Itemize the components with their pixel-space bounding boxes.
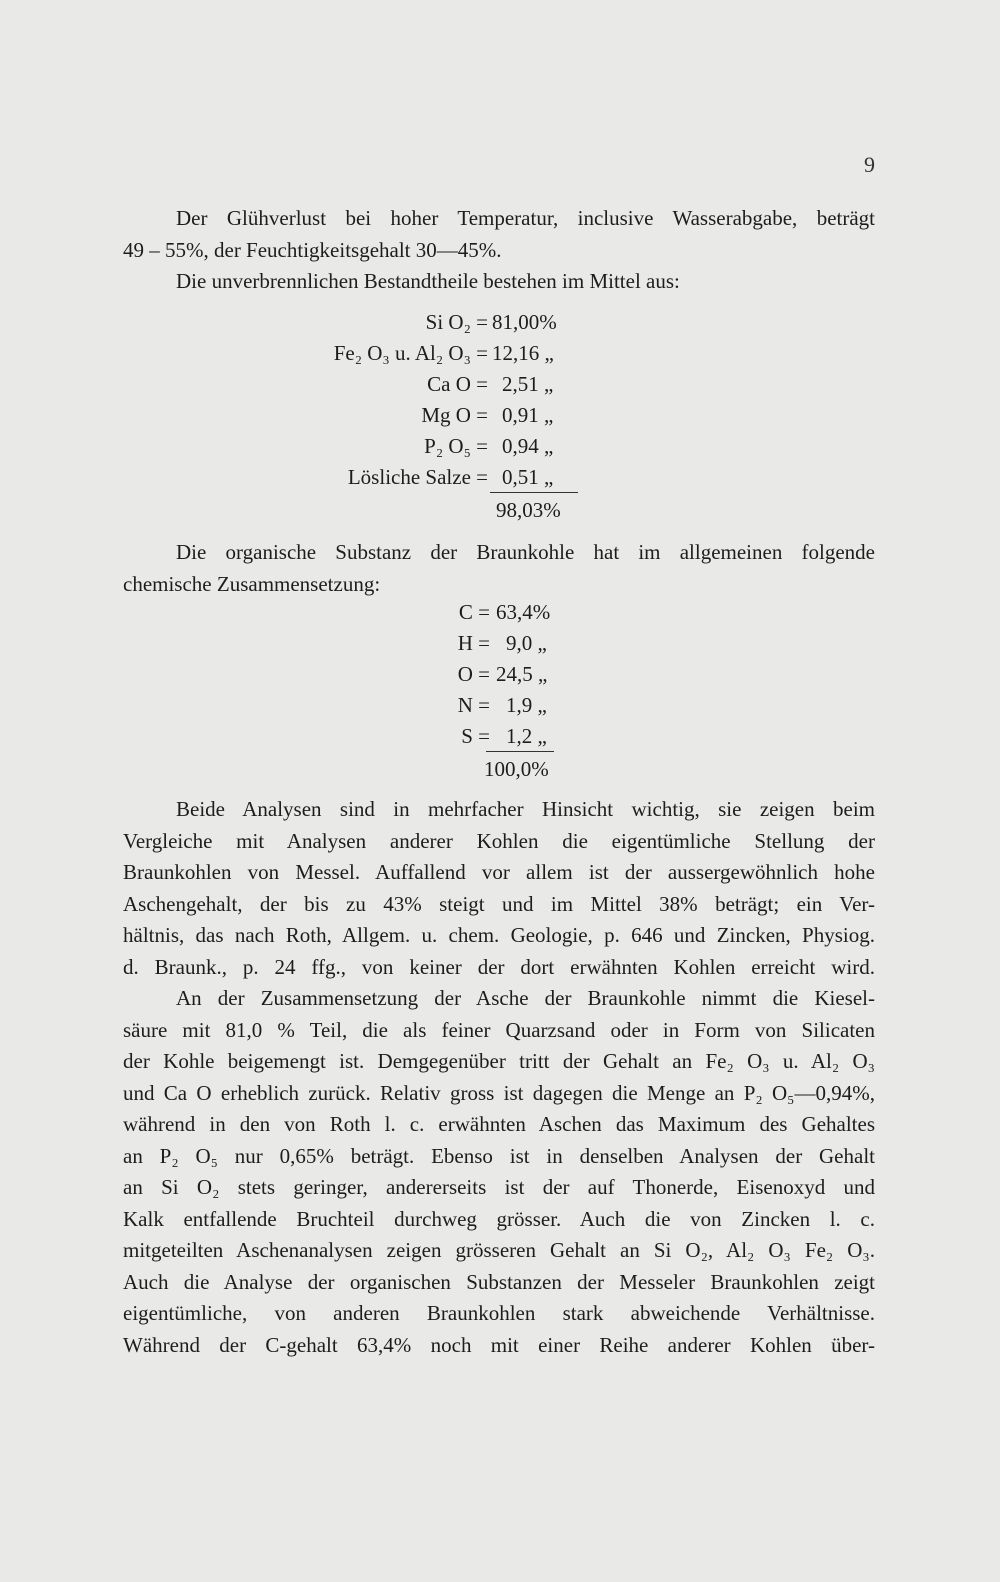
paragraph-glow-loss xyxy=(123,203,875,266)
sum-rule xyxy=(490,492,578,493)
text-line: hältnis, das nach Roth, Allgem. u. chem. Geologie, p. 646 und Zincken, Physiog. xyxy=(123,923,875,947)
text-line: chemische Zusammensetzung: xyxy=(123,571,381,596)
text-line: An der Zusammensetzung der Asche der Braunkohle nimmt die Kiesel- xyxy=(176,986,875,1010)
paragraph-organic-intro xyxy=(123,537,875,600)
table-row xyxy=(0,693,1000,723)
total-value: 98,03% xyxy=(496,498,561,522)
compound-value: 2,51 „ xyxy=(502,372,554,396)
element-value: 63,4% xyxy=(496,600,551,624)
element-value: 1,9 „ xyxy=(506,693,547,717)
text-line: Auch die Analyse der organischen Substanzen der Messeler Braunkohlen zeigt xyxy=(123,1269,875,1294)
compound-label: Lösliche Salze = xyxy=(347,465,488,489)
compound-label: Ca O = xyxy=(427,372,488,396)
table-row xyxy=(0,434,1000,464)
compound-label: Mg O = xyxy=(421,403,488,427)
table-row xyxy=(0,403,1000,433)
text-line: Aschengehalt, der bis zu 43% steigt und im Mittel 38% beträgt; ein Ver- xyxy=(123,891,875,916)
element-value: 1,2 „ xyxy=(506,724,547,748)
text-line: Die organische Substanz der Braunkohle hat im allgemeinen folgende xyxy=(176,540,875,564)
table-row xyxy=(0,724,1000,754)
table-row xyxy=(0,662,1000,692)
table-total-row xyxy=(0,498,1000,528)
paragraph-analysis-discussion xyxy=(123,794,875,983)
compound-value: 0,91 „ xyxy=(502,403,554,427)
table-row xyxy=(0,631,1000,661)
text-line: Während der C-gehalt 63,4% noch mit einer Reihe anderer Kohlen über- xyxy=(123,1332,875,1357)
element-value: 9,0 „ xyxy=(506,631,547,655)
table-row xyxy=(0,310,1000,340)
compound-label: Fe₂ O₃ u. Al₂ O₃ = xyxy=(333,341,488,365)
table-total-row xyxy=(0,757,1000,787)
text-line: säure mit 81,0 % Teil, die als feiner Quarzsand oder in Form von Silicaten xyxy=(123,1017,875,1042)
text-line: Die unverbrennlichen Bestandtheile bestehen im Mittel aus: xyxy=(176,269,680,293)
text-line: während in den von Roth l. c. erwähnten Aschen das Maximum des Gehaltes xyxy=(123,1112,875,1136)
text-line: Vergleiche mit Analysen anderer Kohlen die eigentümliche Stellung der xyxy=(123,828,875,853)
compound-value: 81,00% xyxy=(492,310,557,334)
table-row xyxy=(0,465,1000,495)
text-line: Beide Analysen sind in mehrfacher Hinsicht wichtig, sie zeigen beim xyxy=(176,797,875,821)
text-line: d. Braunk., p. 24 ffg., von keiner der dort erwähnten Kohlen erreicht wird. xyxy=(123,954,875,979)
total-value: 100,0% xyxy=(484,757,549,781)
element-label: H = xyxy=(457,631,490,655)
text-line: mitgeteilten Aschenanalysen zeigen grösseren Gehalt an Si O₂, Al₂ O₃ Fe₂ O₃. xyxy=(123,1238,875,1262)
paragraph-ash-composition xyxy=(123,983,875,1361)
element-label: C = xyxy=(458,600,490,624)
page-number: 9 xyxy=(864,152,875,177)
text-line: Braunkohlen von Messel. Auffallend vor allem ist der aussergewöhnlich hohe xyxy=(123,860,875,884)
text-line: eigentümliche, von anderen Braunkohlen stark abweichende Verhältnisse. xyxy=(123,1301,875,1325)
paragraph-ash-intro xyxy=(123,266,875,298)
compound-value: 12,16 „ xyxy=(492,341,554,365)
element-label: O = xyxy=(457,662,490,686)
sum-rule xyxy=(486,751,554,752)
compound-value: 0,51 „ xyxy=(502,465,554,489)
element-label: N = xyxy=(457,693,490,717)
text-line: an P₂ O₅ nur 0,65% beträgt. Ebenso ist in denselben Analysen der Gehalt xyxy=(123,1143,875,1168)
table-row xyxy=(0,372,1000,402)
element-value: 24,5 „ xyxy=(496,662,548,686)
table-row xyxy=(0,600,1000,630)
text-line: Kalk entfallende Bruchteil durchweg grösser. Auch die von Zincken l. c. xyxy=(123,1206,875,1231)
compound-value: 0,94 „ xyxy=(502,434,554,458)
text-line: an Si O₂ stets geringer, andererseits ist der auf Thonerde, Eisenoxyd und xyxy=(123,1175,875,1199)
compound-label: Si O₂ = xyxy=(425,310,488,334)
text-line: und Ca O erheblich zurück. Relativ gross ist dagegen die Menge an P₂ O₅—0,94%, xyxy=(123,1080,875,1105)
compound-label: P₂ O₅ = xyxy=(424,434,488,458)
text-line: Der Glühverlust bei hoher Temperatur, inclusive Wasserabgabe, beträgt xyxy=(176,206,875,230)
text-line: 49 – 55%, der Feuchtigkeitsgehalt 30—45%. xyxy=(123,237,502,262)
element-label: S = xyxy=(461,724,490,748)
text-line: der Kohle beigemengt ist. Demgegenüber tritt der Gehalt an Fe₂ O₃ u. Al₂ O₃ xyxy=(123,1049,875,1073)
table-row xyxy=(0,341,1000,371)
